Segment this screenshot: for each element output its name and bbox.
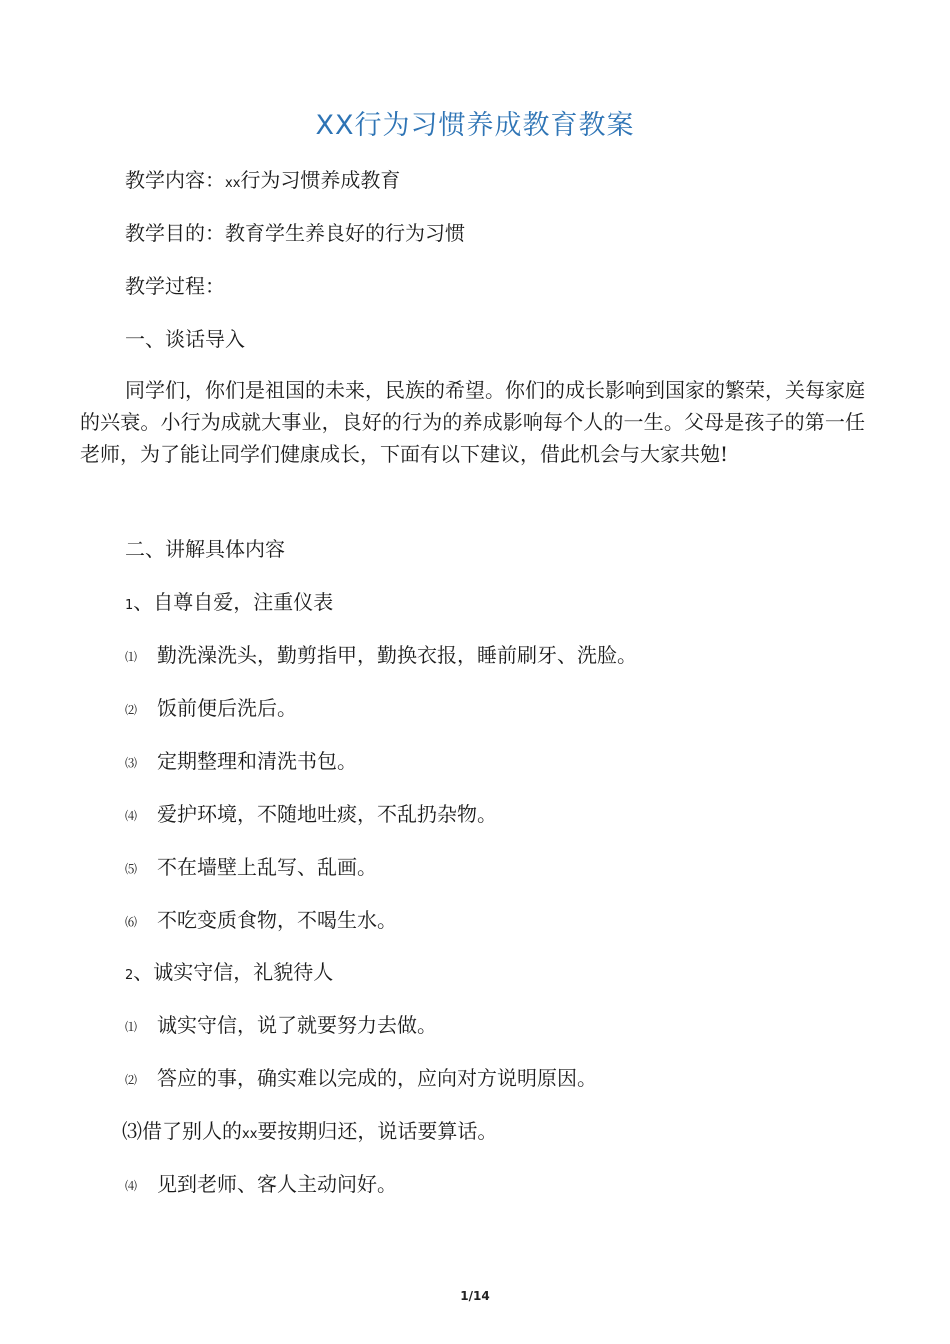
list-item-text: 不在墙壁上乱写、乱画。 [157,855,377,879]
list-item-number: ⑴ [125,650,138,664]
section-heading-content: 二、讲解具体内容 [125,537,285,561]
teaching-content-label: 教学内容： [125,168,225,192]
list-item [125,747,357,777]
list-item [125,641,637,671]
list-item-number: ⑶ [122,1119,142,1143]
list-item-text: 见到老师、客人主动问好。 [157,1172,397,1196]
list-item [122,1117,497,1149]
list-item-text-post: 要按期归还，说话要算话。 [257,1119,498,1143]
teaching-content-xx: xx [225,176,241,191]
list-item [125,906,397,936]
intro-paragraph: 同学们，你们是祖国的未来，民族的希望。你们的成长影响到国家的繁荣，关每家庭的兴衰。小行为成就大事业，良好的行为的养成影响每个人的一生。父母是孩子的第一任老师，为了能让同学们健康成长，下面有以下建议，借此机会与大家共勉! [80,378,865,466]
list-item-number: ⑹ [125,915,138,929]
teaching-goal-line: 教学目的：教育学生养良好的行为习惯 [125,221,465,245]
document-title: XX行为习惯养成教育教案 [315,110,635,141]
list-item-text: 勤洗澡洗头，勤剪指甲，勤换衣报，睡前刷牙、洗脸。 [157,643,637,667]
list-item-text: 饭前便后洗后。 [157,696,297,720]
list-item [125,800,497,830]
teaching-content-value: 行为习惯养成教育 [240,168,401,192]
list-item-number: ⑵ [125,703,138,717]
list-item-number: ⑷ [125,809,138,823]
list-item-text: 不吃变质食物，不喝生水。 [157,908,397,932]
topic-1-heading [125,588,333,620]
list-item-text: 诚实守信，说了就要努力去做。 [157,1013,437,1037]
section-heading-intro: 一、谈话导入 [125,327,245,351]
list-item-number: ⑷ [125,1179,138,1193]
list-item-number: ⑴ [125,1020,138,1034]
list-item [125,1064,597,1094]
list-item-number: ⑵ [125,1073,138,1087]
list-item-text: 爱护环境，不随地吐痰，不乱扔杂物。 [157,802,497,826]
list-item-number: ⑶ [125,756,138,770]
topic-1-number: 1 [125,598,134,613]
list-item-text: 定期整理和清洗书包。 [157,749,357,773]
list-item [125,1170,397,1200]
teaching-process-line: 教学过程： [125,274,225,298]
list-item [125,1011,437,1041]
topic-1-text: 、自尊自爱，注重仪表 [133,590,334,614]
list-item-xx: xx [242,1127,258,1142]
list-item-number: ⑸ [125,862,138,876]
list-item-text-pre: 借了别人的 [142,1119,242,1143]
page-number: 1/14 [460,1289,490,1303]
topic-2-text: 、诚实守信，礼貌待人 [133,960,334,984]
list-item [125,853,377,883]
teaching-content-line [125,166,400,198]
topic-2-heading [125,958,333,990]
list-item-text: 答应的事，确实难以完成的，应向对方说明原因。 [157,1066,597,1090]
topic-2-number: 2 [125,968,134,983]
list-item [125,694,297,724]
